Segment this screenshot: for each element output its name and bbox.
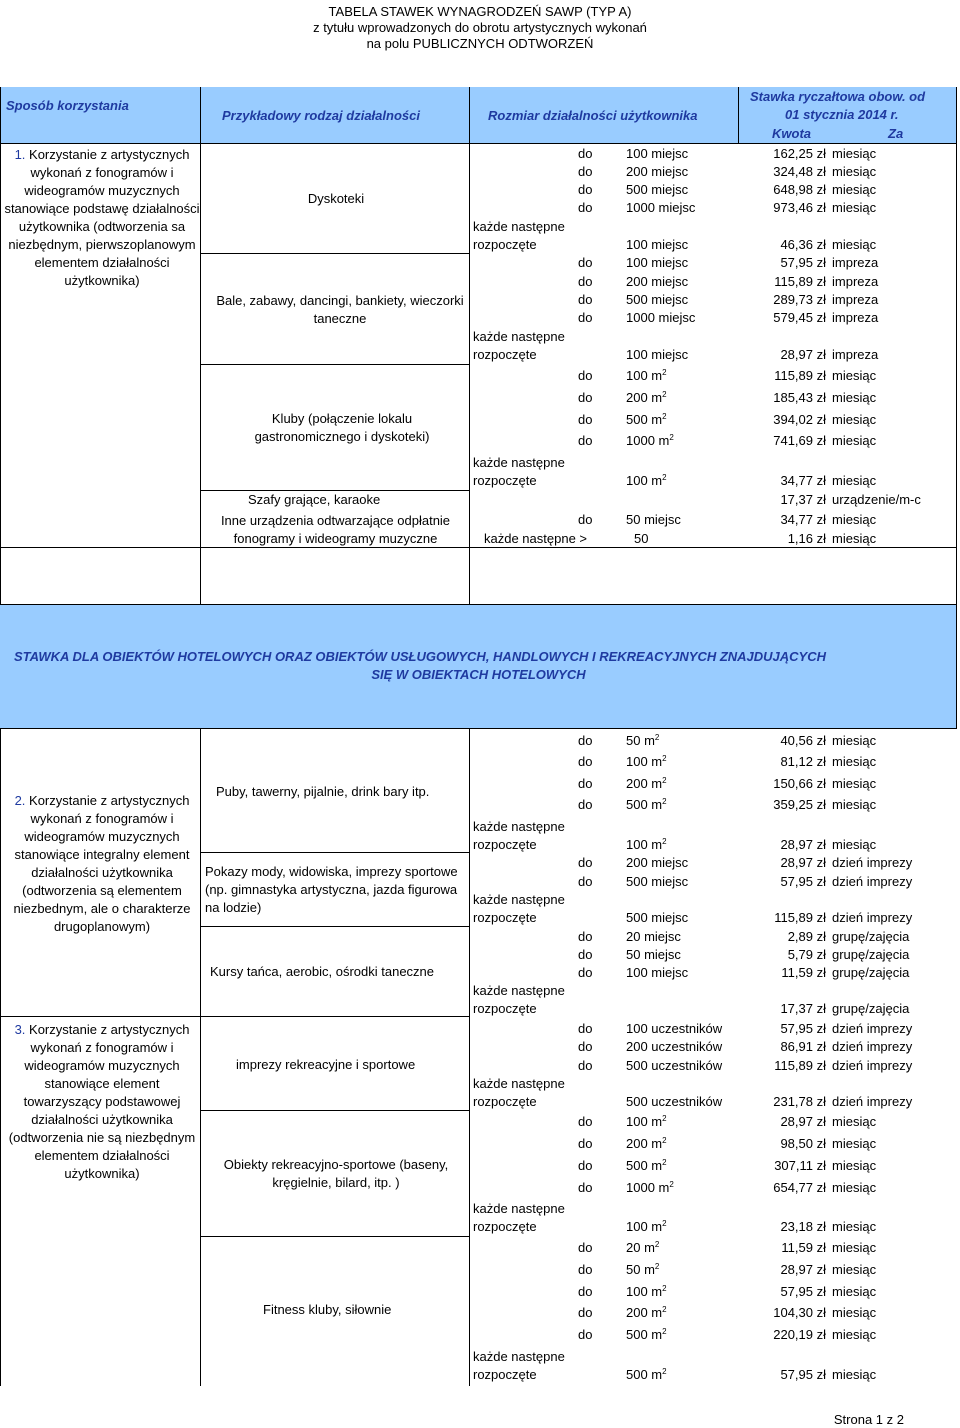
- row-kwota: 34,77 zł: [780, 473, 826, 488]
- row-amount: 100 $m^2$: [626, 1284, 667, 1299]
- row-amount: 500 $m^2$: [626, 412, 667, 427]
- row-kwota: 28,97 zł: [780, 855, 826, 870]
- header-za: Za: [888, 126, 904, 141]
- row-prefix: do: [578, 390, 593, 405]
- row-za: miesiąc: [832, 412, 877, 427]
- row-prefix-line2: rozpoczęte: [473, 1001, 537, 1016]
- unit-superscript: 2: [662, 1136, 667, 1145]
- grid-line: [469, 728, 470, 1386]
- row-prefix-line1: każde następne: [473, 219, 565, 234]
- document-title: [0, 4, 960, 52]
- row-amount: 200 miejsc: [626, 274, 689, 289]
- row-prefix-line1: każde następne: [473, 1201, 565, 1216]
- row-amount: 50 $m^2$: [626, 733, 660, 748]
- row-za: dzień imprezy: [832, 1058, 913, 1073]
- row-za: miesiąc: [832, 1327, 877, 1342]
- group-kluby: Kluby (połączenie lokalu gastronomicznego i dyskoteki): [254, 411, 430, 444]
- unit-superscript: 2: [662, 368, 667, 377]
- row-za: miesiąc: [832, 776, 877, 791]
- row-za: miesiąc: [832, 237, 877, 252]
- header-sposob: Sposób korzystania: [6, 98, 129, 113]
- row-prefix: do: [578, 292, 593, 307]
- row-kwota: 654,77 zł: [773, 1180, 826, 1195]
- row-kwota: 11,59 zł: [781, 965, 826, 980]
- row-prefix: do: [578, 1021, 593, 1036]
- row-kwota: 289,73 zł: [773, 292, 826, 307]
- unit-superscript: 2: [654, 1262, 660, 1271]
- row-amount: 100 miejsc: [626, 347, 689, 362]
- row-kwota: 2,89 zł: [787, 929, 826, 944]
- row-kwota: 5,79 zł: [787, 947, 826, 962]
- grid-line: [200, 364, 470, 365]
- section-1-text: Korzystanie z artystycznych wykonań z fonogramów i wideogramów muzycznych stanowiące podstawę działalności użytkownika (odtworzenia sa niezbędnym, pierwszoplanowym elementem działalności użytkownika): [4, 147, 200, 288]
- row-prefix: do: [578, 1158, 593, 1173]
- row-za: miesiąc: [832, 473, 877, 488]
- row-prefix: do: [578, 965, 593, 980]
- row-za: impreza: [832, 347, 879, 362]
- unit-superscript: 2: [662, 1158, 667, 1167]
- row-za: miesiąc: [832, 164, 877, 179]
- row-prefix: do: [578, 1058, 593, 1073]
- row-amount: 500 $m^2$: [626, 1367, 667, 1382]
- row-kwota: 115,89 zł: [774, 368, 826, 383]
- row-amount: 500 $m^2$: [626, 1158, 667, 1173]
- row-amount: 100 miejsc: [626, 237, 689, 252]
- row-amount: 500 miejsc: [626, 182, 689, 197]
- row-amount: 200 miejsc: [626, 855, 689, 870]
- row-kwota: 81,12 zł: [780, 754, 826, 769]
- row-kwota: 579,45 zł: [773, 310, 826, 325]
- row-prefix-line1: każde następne: [473, 892, 565, 907]
- group-obiekty-rekreacyjne: Obiekty rekreacyjno-sportowe (baseny, kręgielnie, bilard, itp. ): [223, 1157, 449, 1190]
- row-prefix: do: [578, 182, 593, 197]
- row-prefix: do: [578, 1136, 593, 1151]
- row-prefix: do: [578, 855, 593, 870]
- row-kwota: 220,19 zł: [773, 1327, 826, 1342]
- grid-line: [0, 728, 1, 1386]
- unit-superscript: 2: [662, 837, 667, 846]
- row-amount: 200 $m^2$: [626, 1136, 667, 1151]
- row-kwota: 57,95 zł: [780, 874, 826, 889]
- row-kwota: 115,89 zł: [774, 910, 826, 925]
- unit-superscript: 2: [662, 754, 667, 763]
- row-amount: 200 $m^2$: [626, 390, 667, 405]
- row-prefix: do: [578, 947, 593, 962]
- row-za: dzień imprezy: [832, 1094, 913, 1109]
- row-amount: 200 $m^2$: [626, 1305, 667, 1320]
- row-prefix-line2: rozpoczęte: [473, 473, 537, 488]
- section-3-text: Korzystanie z artystycznych wykonań z fonogramów i wideogramów muzycznych stanowiące element towarzyszący podstawowej działalności użytkownika (odtworzenia nie są niezbędnym elementem działalności użytkownika): [8, 1022, 196, 1181]
- grid-line: [0, 547, 957, 548]
- row-kwota: 648,98 zł: [773, 182, 826, 197]
- row-prefix: do: [578, 929, 593, 944]
- row-prefix: do: [578, 1039, 593, 1054]
- header-rozmiar: Rozmiar działalności użytkownika: [488, 108, 698, 123]
- group-inne-urzadzenia: Inne urządzenia odtwarzające odpłatnie fonogramy i wideogramy muzyczne: [220, 513, 451, 546]
- page-footer: Strona 1 z 2: [833, 1412, 904, 1427]
- row-amount: 500 uczestników: [626, 1058, 723, 1073]
- row-prefix: do: [578, 754, 593, 769]
- row-kwota: 324,48 zł: [773, 164, 826, 179]
- grid-line: [0, 87, 1, 604]
- hotel-banner-line-1: STAWKA DLA OBIEKTÓW HOTELOWYCH ORAZ OBIEKTÓW USŁUGOWYCH, HANDLOWYCH I REKREACYJNYCH ZNAJDUJĄCYCH: [14, 649, 827, 664]
- row-za: miesiąc: [832, 1114, 877, 1129]
- row-prefix-line1: każde następne: [473, 983, 565, 998]
- row-prefix: do: [578, 776, 593, 791]
- row-prefix-line2: rozpoczęte: [473, 1094, 537, 1109]
- row-prefix: do: [578, 874, 593, 889]
- row-za: miesiąc: [832, 531, 877, 546]
- row-za: dzień imprezy: [832, 855, 913, 870]
- row-kwota: 162,25 zł: [773, 146, 826, 161]
- row-amount: 100 miejsc: [626, 255, 689, 270]
- row-amount: 100 uczestników: [626, 1021, 723, 1036]
- section-2-text: Korzystanie z artystycznych wykonań z fonogramów i wideogramów muzycznych stanowiące integralny element działalności użytkownika (odtworzenia są elementem niezbednym, ale o charakterze drugoplanowym): [13, 793, 191, 934]
- row-kwota: 1,16 zł: [787, 531, 826, 546]
- group-szafy: Szafy grające, karaoke: [248, 492, 381, 507]
- row-prefix: do: [578, 733, 593, 748]
- row-za: miesiąc: [832, 754, 877, 769]
- group-dyskoteki: Dyskoteki: [307, 191, 365, 206]
- row-kwota: 231,78 zł: [773, 1094, 826, 1109]
- row-kwota: 394,02 zł: [773, 412, 826, 427]
- grid-line: [469, 87, 470, 604]
- group-pokazy: Pokazy mody, widowiska, imprezy sportowe (np. gimnastyka artystyczna, jazda figurowa na lodzie): [205, 864, 458, 915]
- row-prefix-line2: rozpoczęte: [473, 1367, 537, 1382]
- row-kwota: 307,11 zł: [774, 1158, 826, 1173]
- row-za: miesiąc: [832, 146, 877, 161]
- group-kursy-tanca: Kursy tańca, aerobic, ośrodki taneczne: [210, 964, 435, 979]
- row-za: miesiąc: [832, 433, 877, 448]
- row-amount: 200 miejsc: [626, 164, 689, 179]
- row-prefix-line1: każde następne: [473, 1349, 565, 1364]
- hotel-banner-line-2: SIĘ W OBIEKTACH HOTELOWYCH: [371, 667, 586, 682]
- grid-line: [200, 253, 470, 254]
- unit-superscript: 2: [669, 433, 674, 442]
- row-kwota: 115,89 zł: [774, 1058, 826, 1073]
- row-za: miesiąc: [832, 1219, 877, 1234]
- row-kwota: 57,95 zł: [780, 255, 826, 270]
- row-amount: 500 uczestników: [626, 1094, 723, 1109]
- row-za: miesiąc: [832, 1305, 877, 1320]
- row-kwota: 11,59 zł: [781, 1240, 826, 1255]
- row-kwota: 741,69 zł: [773, 433, 826, 448]
- row-amount: 500 miejsc: [626, 910, 689, 925]
- unit-superscript: 2: [662, 1284, 667, 1293]
- row-za: miesiąc: [832, 512, 877, 527]
- row-amount: 500 miejsc: [626, 874, 689, 889]
- group-fitness: Fitness kluby, siłownie: [263, 1302, 392, 1317]
- hotel-banner: [0, 604, 957, 728]
- row-prefix: do: [578, 310, 593, 325]
- row-prefix: do: [578, 146, 593, 161]
- row-kwota: 28,97 zł: [780, 837, 826, 852]
- row-amount: 200 uczestników: [626, 1039, 723, 1054]
- row-amount: 200 $m^2$: [626, 776, 667, 791]
- row-amount: 50 miejsc: [626, 512, 681, 527]
- row-amount: 1000 miejsc: [626, 310, 696, 325]
- row-prefix: do: [578, 164, 593, 179]
- header-stawka-line1: Stawka ryczałtowa obow. od: [750, 89, 926, 104]
- row-prefix-line1: każde następne: [473, 1076, 565, 1091]
- row-prefix-line1: każde następne: [473, 329, 565, 344]
- row-za: dzień imprezy: [832, 874, 913, 889]
- row-prefix: do: [578, 412, 593, 427]
- row-prefix: do: [578, 797, 593, 812]
- row-za: miesiąc: [832, 1284, 877, 1299]
- group-bale: Bale, zabawy, dancingi, bankiety, wieczorki taneczne: [216, 293, 464, 326]
- row-kwota: 46,36 zł: [780, 237, 826, 252]
- section-2-description: [4, 792, 200, 936]
- row-prefix-line1: każde następne: [473, 455, 565, 470]
- row-amount: 500 $m^2$: [626, 797, 667, 812]
- grid-line: [0, 728, 957, 729]
- row-za: grupę/zajęcia: [832, 929, 910, 944]
- row-za: miesiąc: [832, 1262, 877, 1277]
- row-prefix-line2: rozpoczęte: [473, 1219, 537, 1234]
- row-za: dzień imprezy: [832, 1039, 913, 1054]
- grid-line: [738, 87, 739, 144]
- row-amount: 100 $m^2$: [626, 1219, 667, 1234]
- title-line-2: z tytułu wprowadzonych do obrotu artystycznych wykonań: [313, 20, 647, 35]
- row-amount: 100 $m^2$: [626, 1114, 667, 1129]
- grid-line: [200, 87, 201, 604]
- row-amount: 1000 miejsc: [626, 200, 696, 215]
- row-amount: 1000 $m^2$: [626, 433, 674, 448]
- row-amount: 50 miejsc: [626, 947, 681, 962]
- row-za: miesiąc: [832, 1136, 877, 1151]
- grid-line: [956, 87, 957, 728]
- row-amount: 100 $m^2$: [626, 368, 667, 383]
- row-prefix: do: [578, 1180, 593, 1195]
- row-za: miesiąc: [832, 1158, 877, 1173]
- section-3-description: [4, 1021, 200, 1183]
- row-za: miesiąc: [832, 1180, 877, 1195]
- row-prefix: do: [578, 1327, 593, 1342]
- header-rodzaj: Przykładowy rodzaj działalności: [222, 108, 420, 123]
- row-prefix: do: [578, 1305, 593, 1320]
- unit-superscript: 2: [669, 1180, 674, 1189]
- row-za: miesiąc: [832, 200, 877, 215]
- row-prefix: do: [578, 368, 593, 383]
- row-kwota: 28,97 zł: [780, 347, 826, 362]
- row-za: impreza: [832, 292, 879, 307]
- row-kwota: 150,66 zł: [773, 776, 826, 791]
- section-1-description: [4, 146, 200, 290]
- header-kwota: Kwota: [772, 126, 811, 141]
- row-prefix: do: [578, 1262, 593, 1277]
- row-kwota: 57,95 zł: [780, 1367, 826, 1382]
- row-prefix: do: [578, 512, 593, 527]
- unit-superscript: 2: [662, 1219, 667, 1228]
- grid-line: [0, 1016, 470, 1017]
- unit-superscript: 2: [662, 390, 667, 399]
- grid-line: [200, 728, 201, 1386]
- row-za: miesiąc: [832, 368, 877, 383]
- row-kwota: 28,97 zł: [780, 1114, 826, 1129]
- unit-superscript: 2: [654, 1240, 660, 1249]
- unit-superscript: 2: [662, 797, 667, 806]
- grid-line: [200, 490, 470, 491]
- row-prefix-line1: każde następne: [473, 819, 565, 834]
- row-kwota: 359,25 zł: [773, 797, 826, 812]
- row-kwota: 104,30 zł: [773, 1305, 826, 1320]
- row-prefix-line2: rozpoczęte: [473, 837, 537, 852]
- row-prefix-line2: rozpoczęte: [473, 347, 537, 362]
- grid-line: [200, 1110, 470, 1111]
- row-prefix: do: [578, 433, 593, 448]
- grid-line: [200, 852, 470, 853]
- row-kwota: 115,89 zł: [774, 274, 826, 289]
- row-za: grupę/zajęcia: [832, 1001, 910, 1016]
- unit-superscript: 2: [662, 412, 667, 421]
- row-kwota: 98,50 zł: [780, 1136, 826, 1151]
- grid-line: [200, 1236, 470, 1237]
- row-za: impreza: [832, 310, 879, 325]
- row-amount: 20 $m^2$: [626, 1240, 660, 1255]
- row-kwota: 185,43 zł: [773, 390, 826, 405]
- grid-line: [200, 926, 470, 927]
- section-2-number: 2.: [14, 793, 26, 808]
- row-prefix-line2: rozpoczęte: [473, 910, 537, 925]
- row-za: miesiąc: [832, 797, 877, 812]
- section-3-number: 3.: [14, 1022, 26, 1037]
- row-za: miesiąc: [832, 390, 877, 405]
- row-za: miesiąc: [832, 837, 877, 852]
- row-amount: 500 $m^2$: [626, 1327, 667, 1342]
- row-amount: 100 $m^2$: [626, 837, 667, 852]
- row-amount: 500 miejsc: [626, 292, 689, 307]
- row-za: grupę/zajęcia: [832, 947, 910, 962]
- header-stawka-line2: 01 stycznia 2014 r.: [785, 107, 899, 122]
- row-amount: 100 $m^2$: [626, 473, 667, 488]
- row-prefix: do: [578, 1284, 593, 1299]
- row-prefix: każde następne >: [484, 531, 587, 546]
- unit-superscript: 2: [662, 1114, 667, 1123]
- row-kwota: 17,37 zł: [780, 1001, 826, 1016]
- unit-superscript: 2: [662, 1367, 667, 1376]
- row-amount: 100 $m^2$: [626, 754, 667, 769]
- row-za: dzień imprezy: [832, 910, 913, 925]
- grid-line: [0, 604, 957, 605]
- row-kwota: 23,18 zł: [780, 1219, 826, 1234]
- row-za: impreza: [832, 255, 879, 270]
- row-kwota: 57,95 zł: [780, 1284, 826, 1299]
- unit-superscript: 2: [662, 776, 667, 785]
- title-line-1: TABELA STAWEK WYNAGRODZEŃ SAWP (TYP A): [328, 4, 632, 19]
- unit-superscript: 2: [654, 733, 660, 742]
- unit-superscript: 2: [662, 1305, 667, 1314]
- section-1-number: 1.: [14, 147, 26, 162]
- row-prefix: do: [578, 1240, 593, 1255]
- row-amount: 1000 $m^2$: [626, 1180, 674, 1195]
- row-kwota: 40,56 zł: [780, 733, 826, 748]
- row-prefix: do: [578, 1114, 593, 1129]
- row-prefix: do: [578, 255, 593, 270]
- group-puby: Puby, tawerny, pijalnie, drink bary itp.: [216, 784, 430, 799]
- row-kwota: 28,97 zł: [780, 1262, 826, 1277]
- unit-superscript: 2: [662, 1327, 667, 1336]
- row-kwota: 57,95 zł: [780, 1021, 826, 1036]
- row-za: impreza: [832, 274, 879, 289]
- row-amount: 20 miejsc: [626, 929, 681, 944]
- grid-line: [0, 143, 957, 144]
- unit-superscript: 2: [662, 473, 667, 482]
- group-imprezy-rekreacyjne: imprezy rekreacyjne i sportowe: [236, 1057, 416, 1072]
- row-za: grupę/zajęcia: [832, 965, 910, 980]
- row-amount: 100 miejsc: [626, 965, 689, 980]
- row-za: miesiąc: [832, 1240, 877, 1255]
- row-prefix: do: [578, 200, 593, 215]
- row-za: miesiąc: [832, 182, 877, 197]
- row-za: miesiąc: [832, 733, 877, 748]
- title-line-3: na polu PUBLICZNYCH ODTWORZEŃ: [366, 36, 594, 51]
- row-prefix: do: [578, 274, 593, 289]
- row-amount: 50 $m^2$: [626, 1262, 660, 1277]
- row-kwota: 86,91 zł: [780, 1039, 826, 1054]
- row-kwota: 17,37 zł: [780, 492, 826, 507]
- row-za: miesiąc: [832, 1367, 877, 1382]
- row-kwota: 34,77 zł: [780, 512, 826, 527]
- row-za: dzień imprezy: [832, 1021, 913, 1036]
- row-amount: 100 miejsc: [626, 146, 689, 161]
- row-amount: 50: [634, 531, 649, 546]
- row-za: urządzenie/m-c: [832, 492, 921, 507]
- row-prefix-line2: rozpoczęte: [473, 237, 537, 252]
- row-kwota: 973,46 zł: [773, 200, 826, 215]
